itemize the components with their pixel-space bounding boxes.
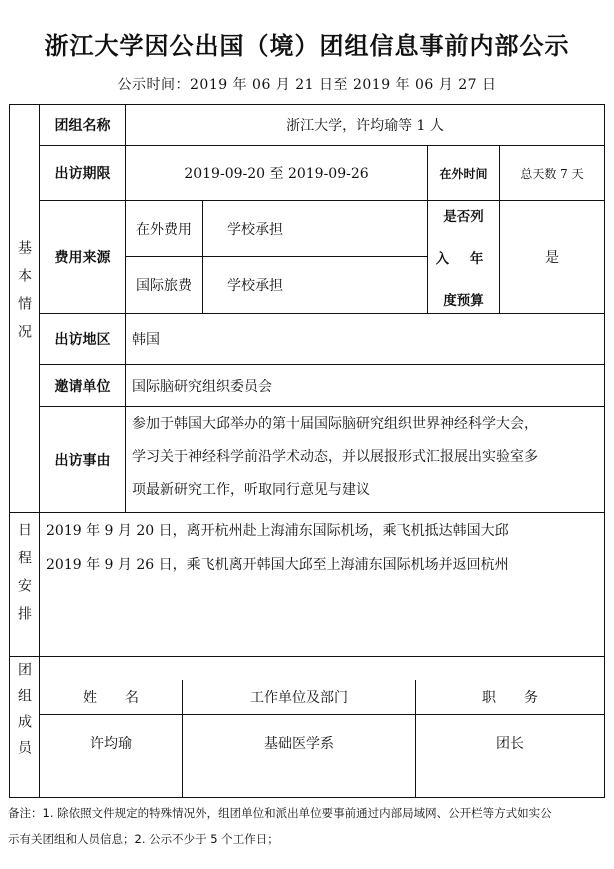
members-header-title: 职 务 xyxy=(482,690,538,706)
notes-line: 示有关团组和人员信息；2. 公示不少于 5 个工作日； xyxy=(8,832,279,846)
group-name-value: 浙江大学，许均瑜等 1 人 xyxy=(286,118,444,134)
members-header-unit: 工作单位及部门 xyxy=(250,690,348,706)
schedule-line: 2019 年 9 月 26 日，乘飞机离开韩国大邱至上海浦东国际机场并返回杭州 xyxy=(46,557,509,573)
budget-label-line2: 入 年 xyxy=(435,251,492,267)
visit-period-value: 2019-09-20 至 2019-09-26 xyxy=(184,166,369,182)
section-schedule-text: 日程安排 xyxy=(16,522,32,634)
purpose-text xyxy=(132,408,602,507)
stay-value: 总天数 7 天 xyxy=(520,166,584,181)
destination-label: 出访地区 xyxy=(54,332,111,348)
notes xyxy=(8,800,608,852)
fund-source-label: 费用来源 xyxy=(54,250,111,266)
purpose-line: 参加于韩国大邱举办的第十届国际脑研究组织世界神经科学大会， xyxy=(132,416,538,432)
purpose-line: 学习关于神经科学前沿学术动态，并以展报形式汇报展出实验室多 xyxy=(132,449,538,465)
schedule-list xyxy=(46,514,602,582)
purpose-label: 出访事由 xyxy=(54,452,111,469)
section-members-text: 团组成员 xyxy=(16,662,32,766)
budget-label-line3: 度预算 xyxy=(443,293,484,309)
member-title: 团长 xyxy=(496,736,524,752)
notes-line: 备注：1. 除依照文件规定的特殊情况外，组团单位和派出单位要事前通过内部局域网、公开栏等方式如实公 xyxy=(8,806,552,820)
budget-label xyxy=(428,205,499,309)
members-header-name: 姓 名 xyxy=(83,690,139,706)
section-basic-label xyxy=(9,240,39,380)
announcement-period: 公示时间：2019 年 06 月 21 日至 2019 年 06 月 27 日 xyxy=(117,77,497,93)
destination-value: 韩国 xyxy=(132,332,160,348)
schedule-line: 2019 年 9 月 20 日，离开杭州赴上海浦东国际机场，乘飞机抵达韩国大邱 xyxy=(46,523,509,539)
inviter-value: 国际脑研究组织委员会 xyxy=(132,378,272,395)
fund-abroad-value: 学校承担 xyxy=(227,221,283,238)
inviter-label: 邀请单位 xyxy=(54,378,111,395)
section-members-label xyxy=(9,662,39,792)
stay-label: 在外时间 xyxy=(439,166,488,181)
section-basic-text: 基本情况 xyxy=(16,240,32,352)
budget-value: 是 xyxy=(545,250,559,266)
fund-abroad-label: 在外费用 xyxy=(136,221,192,238)
purpose-line: 项最新研究工作，听取同行意见与建议 xyxy=(132,482,370,498)
fund-travel-value: 学校承担 xyxy=(227,278,283,294)
budget-label-line1: 是否列 xyxy=(443,209,484,225)
member-name: 许均瑜 xyxy=(90,736,132,752)
page-title: 浙江大学因公出国（境）团组信息事前内部公示 xyxy=(44,32,570,60)
member-unit: 基础医学系 xyxy=(264,736,334,752)
group-name-label: 团组名称 xyxy=(54,118,111,134)
visit-period-label: 出访期限 xyxy=(54,166,111,182)
section-schedule-label xyxy=(9,522,39,652)
fund-travel-label: 国际旅费 xyxy=(136,278,192,294)
